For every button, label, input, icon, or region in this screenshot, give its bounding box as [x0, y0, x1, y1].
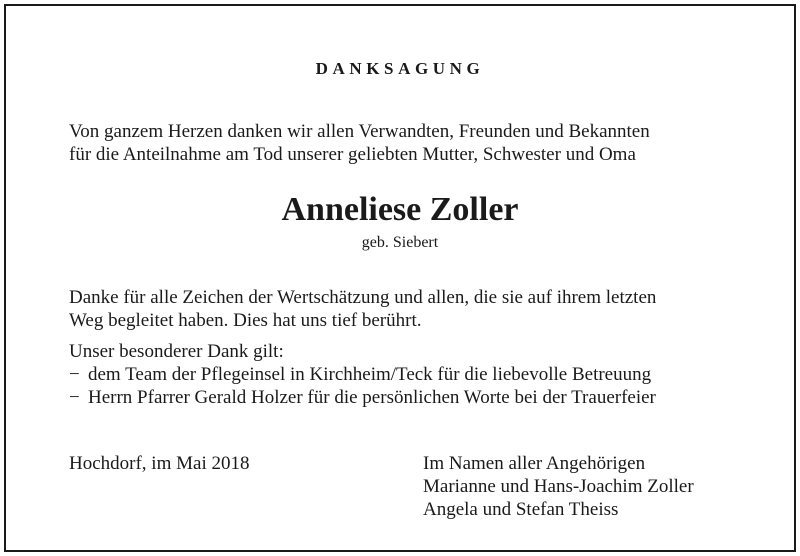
special-thanks-item-text: dem Team der Pflegeinsel in Kirchheim/Teck für die liebevolle Betreuung: [88, 364, 652, 385]
special-thanks-item: [69, 386, 656, 409]
signature-block: [423, 452, 694, 521]
special-thanks-item: [69, 363, 656, 386]
signature-line-1: Im Namen aller Angehörigen: [423, 453, 646, 474]
intro-text: [69, 120, 650, 166]
special-thanks: [69, 340, 656, 409]
dash-mark: −: [69, 364, 80, 385]
intro-line-2: für die Anteilnahme am Tod unserer geliebten Mutter, Schwester und Oma: [69, 144, 636, 165]
dash-mark: −: [69, 387, 80, 408]
gratitude-line-1: Danke für alle Zeichen der Wertschätzung und allen, die sie auf ihrem letzten: [69, 287, 657, 308]
signature-line-2: Marianne und Hans-Joachim Zoller: [423, 476, 694, 497]
deceased-name: Anneliese Zoller: [281, 191, 519, 228]
special-thanks-item-text: Herrn Pfarrer Gerald Holzer für die persönlichen Worte bei der Trauerfeier: [88, 387, 656, 408]
maiden-name: geb. Siebert: [361, 234, 439, 251]
special-thanks-intro: Unser besonderer Dank gilt:: [69, 341, 284, 362]
intro-line-1: Von ganzem Herzen danken wir allen Verwandten, Freunden und Bekannten: [69, 121, 650, 142]
gratitude-line-2: Weg begleitet haben. Dies hat uns tief berührt.: [69, 310, 422, 331]
gratitude-paragraph: [69, 286, 656, 332]
place-and-date: Hochdorf, im Mai 2018: [69, 453, 250, 474]
signature-line-3: Angela und Stefan Theiss: [423, 499, 619, 520]
notice-heading: DANKSAGUNG: [315, 59, 485, 78]
